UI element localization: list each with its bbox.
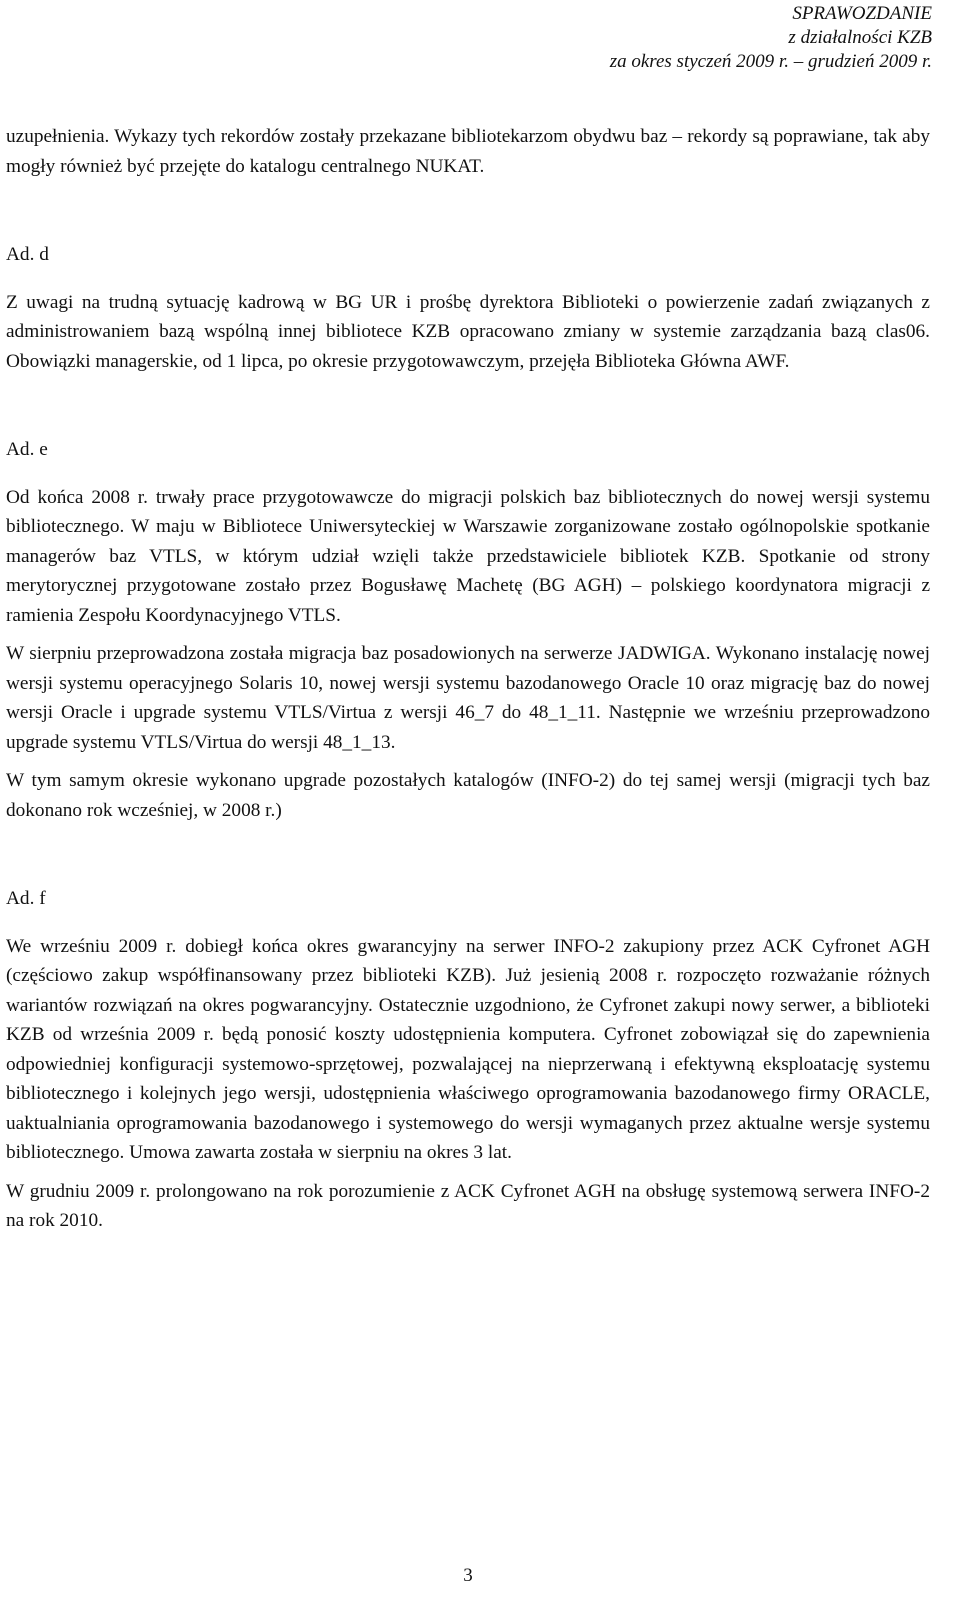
section-heading-d: Ad. d (6, 244, 49, 265)
page-number: 3 (463, 1565, 473, 1586)
header-subtitle: z działalności KZB (788, 27, 932, 48)
paragraph-agreement-extension: W grudniu 2009 r. prolongowano na rok porozumienie z ACK Cyfronet AGH na obsługę systemową serwera INFO-2 na rok 2010. (6, 1180, 930, 1231)
paragraph-section-d: Z uwagi na trudną sytuację kadrową w BG UR i prośbę dyrektora Biblioteki o powierzenie zadań związanych z administrowaniem bazą wspólną innej bibliotece KZB opracowano zmiany w systemie zarządzania bazą clas06. Obowiązki managerskie, od 1 lipca, po okresie przygotowawczym, przejęła Biblioteka Główna AWF. (6, 291, 930, 372)
header-period: za okres styczeń 2009 r. – grudzień 2009 r. (609, 51, 932, 72)
section-heading-f: Ad. f (6, 888, 46, 909)
header-title: SPRAWOZDANIE (792, 3, 932, 24)
paragraph-server-warranty: We wrześniu 2009 r. dobiegł końca okres gwarancyjny na serwer INFO-2 zakupiony przez ACK Cyfronet AGH (częściowo zakup współfinansowany przez biblioteki KZB). Już jesienią 2008 r. rozpoczęto rozważanie różnych wariantów rozwiązań na okres pogwarancyjny. Ostatecznie uzgodniono, że Cyfronet zakupi nowy serwer, a biblioteki KZB od września 2009 r. będą ponosić koszty udostępnienia komputera. Cyfronet zobowiązał się do zapewnienia odpowiedniej konfiguracji systemowo-sprzętowej, pozwalającej na nieprzerwaną i efektywną eksploatację systemu bibliotecznego i kolejnych jego wersji, udostępnienia właściwego oprogramowania bazodanowego firmy ORACLE, uaktualniania oprogramowania bazodanowego i systemowego do wersji wymaganych przez aktualne wersje systemu bibliotecznego. Umowa zawarta została w sierpniu na okres 3 lat. (6, 935, 930, 1163)
paragraph-intro: uzupełnienia. Wykazy tych rekordów zostały przekazane bibliotekarzom obydwu baz – rekordy są poprawiane, tak aby mogły również być przejęte do katalogu centralnego NUKAT. (6, 126, 930, 177)
paragraph-migration-august: W sierpniu przeprowadzona została migracja baz posadowionych na serwerze JADWIGA. Wykonano instalację nowej wersji systemu operacyjnego Solaris 10, nowej wersji systemu bazodanowego Oracle 10 oraz migrację baz do nowej wersji Oracle i upgrade systemu VTLS/Virtua z wersji 46_7 do 48_1_11. Następnie we wrześniu przeprowadzono upgrade systemu VTLS/Virtua do wersji 48_1_13. (6, 643, 930, 753)
paragraph-migration-prep: Od końca 2008 r. trwały prace przygotowawcze do migracji polskich baz bibliotecznych do nowej wersji systemu bibliotecznego. W maju w Bibliotece Uniwersyteckiej w Warszawie zorganizowane zostało ogólnopolskie spotkanie managerów baz VTLS, w którym udział wzięli także przedstawiciele bibliotek KZB. Spotkanie od strony merytorycznej przygotowane zostało przez Bogusławę Machetę (BG AGH) – polskiego koordynatora migracji z ramienia Zespołu Koordynacyjnego VTLS. (6, 486, 930, 626)
paragraph-upgrade-info2: W tym samym okresie wykonano upgrade pozostałych katalogów (INFO-2) do tej samej wersji (migracji tych baz dokonano rok wcześniej, w 2008 r.) (6, 770, 930, 821)
section-heading-e: Ad. e (6, 439, 48, 460)
page-header (610, 2, 932, 74)
document-body (6, 122, 930, 1236)
